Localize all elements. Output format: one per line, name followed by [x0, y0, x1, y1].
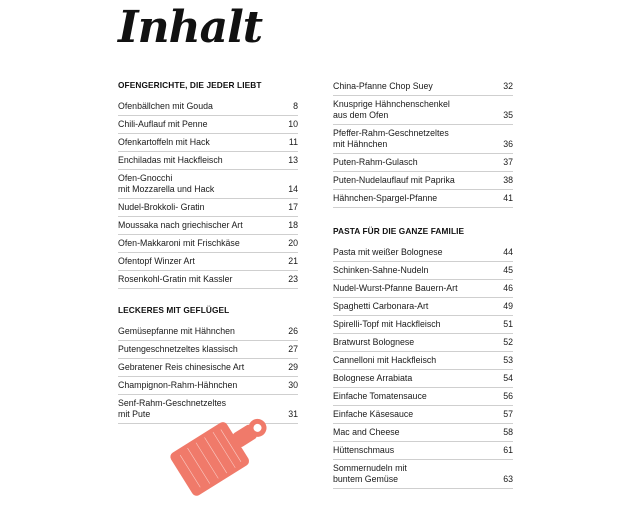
toc-entry	[333, 442, 513, 460]
toc-entry-title: Knusprige Hähnchenschenkel aus dem Ofen	[333, 99, 450, 120]
toc-entry-page: 32	[503, 81, 513, 91]
toc-entry	[118, 134, 298, 152]
toc-entry	[333, 370, 513, 388]
toc-entry-title: Gebratener Reis chinesische Art	[118, 362, 245, 372]
toc-entry	[333, 96, 513, 125]
toc-list	[118, 98, 298, 289]
page-title: Inhalt	[118, 2, 263, 53]
toc-entry-title: Mac and Cheese	[333, 427, 400, 437]
toc-entry	[333, 334, 513, 352]
toc-entry-title: Moussaka nach griechischer Art	[118, 220, 243, 230]
toc-entry	[333, 388, 513, 406]
toc-entry-page: 63	[503, 474, 513, 484]
toc-entry-page: 57	[503, 409, 513, 419]
toc-entry	[333, 154, 513, 172]
toc-entry-page: 53	[503, 355, 513, 365]
cutting-board-illustration	[165, 403, 275, 503]
toc-entry-page: 38	[503, 175, 513, 185]
toc-right-column	[333, 78, 513, 489]
toc-entry	[118, 170, 298, 199]
toc-entry	[118, 199, 298, 217]
toc-entry-title: Ofen-Gnocchi mit Mozzarella und Hack	[118, 173, 215, 194]
toc-entry	[118, 116, 298, 134]
toc-entry-page: 45	[503, 265, 513, 275]
toc-entry-page: 13	[288, 155, 298, 165]
toc-entry-page: 11	[288, 137, 298, 147]
toc-entry-page: 49	[503, 301, 513, 311]
toc-entry-page: 30	[288, 380, 298, 390]
toc-entry-title: Putengeschnetzeltes klassisch	[118, 344, 238, 354]
section-heading: LECKERES MIT GEFLÜGEL	[118, 305, 230, 315]
toc-entry-page: 58	[503, 427, 513, 437]
toc-entry-title: Pasta mit weißer Bolognese	[333, 247, 443, 257]
toc-entry-title: Champignon-Rahm-Hähnchen	[118, 380, 238, 390]
toc-entry-title: Chili-Auflauf mit Penne	[118, 119, 208, 129]
toc-entry	[333, 78, 513, 96]
toc-entry-page: 37	[503, 157, 513, 167]
toc-entry-title: Senf-Rahm-Geschnetzeltes mit Pute	[118, 398, 227, 419]
toc-entry-page: 41	[503, 193, 513, 203]
section-heading: OFENGERICHTE, DIE JEDER LIEBT	[118, 80, 262, 90]
toc-entry-title: Einfache Käsesauce	[333, 409, 414, 419]
toc-entry-page: 27	[288, 344, 298, 354]
toc-entry-title: Ofenbällchen mit Gouda	[118, 101, 213, 111]
toc-entry-page: 26	[288, 326, 298, 336]
toc-entry-page: 14	[288, 184, 298, 194]
toc-entry-title: Schinken-Sahne-Nudeln	[333, 265, 429, 275]
toc-entry-page: 20	[288, 238, 298, 248]
toc-entry-title: Einfache Tomatensauce	[333, 391, 427, 401]
toc-entry-page: 21	[288, 256, 298, 266]
toc-entry-title: Nudel-Brokkoli- Gratin	[118, 202, 205, 212]
toc-entry	[333, 460, 513, 489]
toc-list	[333, 244, 513, 489]
toc-entry	[118, 253, 298, 271]
toc-entry-page: 44	[503, 247, 513, 257]
toc-entry-title: Rosenkohl-Gratin mit Kassler	[118, 274, 233, 284]
toc-entry	[118, 359, 298, 377]
toc-entry-title: Gemüsepfanne mit Hähnchen	[118, 326, 235, 336]
toc-entry-title: Spaghetti Carbonara-Art	[333, 301, 429, 311]
toc-entry-title: Pfeffer-Rahm-Geschnetzeltes mit Hähnchen	[333, 128, 449, 149]
toc-list	[333, 78, 513, 208]
toc-entry	[333, 172, 513, 190]
toc-entry	[333, 280, 513, 298]
toc-entry-title: Enchiladas mit Hackfleisch	[118, 155, 223, 165]
toc-entry	[333, 244, 513, 262]
toc-entry-title: Puten-Rahm-Gulasch	[333, 157, 418, 167]
toc-entry-title: Ofen-Makkaroni mit Frischkäse	[118, 238, 240, 248]
toc-entry	[333, 125, 513, 154]
toc-entry-page: 23	[288, 274, 298, 284]
toc-entry-title: Cannelloni mit Hackfleisch	[333, 355, 437, 365]
toc-entry	[118, 98, 298, 116]
toc-entry-title: Ofenkartoffeln mit Hack	[118, 137, 210, 147]
toc-entry-title: Hähnchen-Spargel-Pfanne	[333, 193, 438, 203]
toc-entry-page: 61	[503, 445, 513, 455]
toc-entry-page: 29	[288, 362, 298, 372]
toc-entry	[118, 377, 298, 395]
toc-entry-title: Bolognese Arrabiata	[333, 373, 413, 383]
toc-entry-page: 46	[503, 283, 513, 293]
toc-entry	[333, 262, 513, 280]
toc-entry-page: 17	[288, 202, 298, 212]
toc-entry-title: Nudel-Wurst-Pfanne Bauern-Art	[333, 283, 458, 293]
toc-entry-page: 35	[503, 110, 513, 120]
toc-entry-page: 18	[288, 220, 298, 230]
toc-entry-title: Spirelli-Topf mit Hackfleisch	[333, 319, 441, 329]
toc-entry-title: Ofentopf Winzer Art	[118, 256, 195, 266]
toc-entry-title: Bratwurst Bolognese	[333, 337, 415, 347]
toc-entry-page: 31	[288, 409, 298, 419]
toc-entry-title: Puten-Nudelauflauf mit Paprika	[333, 175, 455, 185]
toc-left-column	[118, 80, 298, 424]
toc-entry	[118, 341, 298, 359]
toc-entry-title: Sommernudeln mit buntem Gemüse	[333, 463, 407, 484]
section-heading: PASTA FÜR DIE GANZE FAMILIE	[333, 226, 465, 236]
toc-entry	[118, 323, 298, 341]
toc-entry	[333, 298, 513, 316]
toc-entry-page: 36	[503, 139, 513, 149]
toc-entry-page: 54	[503, 373, 513, 383]
toc-entry-page: 8	[293, 101, 298, 111]
toc-entry	[333, 190, 513, 208]
toc-entry-page: 52	[503, 337, 513, 347]
toc-entry	[333, 316, 513, 334]
toc-entry	[118, 217, 298, 235]
toc-entry	[333, 352, 513, 370]
toc-entry-page: 51	[503, 319, 513, 329]
toc-entry	[118, 235, 298, 253]
toc-entry-page: 10	[288, 119, 298, 129]
toc-entry-title: Hüttenschmaus	[333, 445, 395, 455]
toc-entry	[118, 271, 298, 289]
toc-entry-title: China-Pfanne Chop Suey	[333, 81, 433, 91]
toc-entry-page: 56	[503, 391, 513, 401]
toc-entry	[333, 424, 513, 442]
toc-entry	[333, 406, 513, 424]
toc-entry	[118, 152, 298, 170]
